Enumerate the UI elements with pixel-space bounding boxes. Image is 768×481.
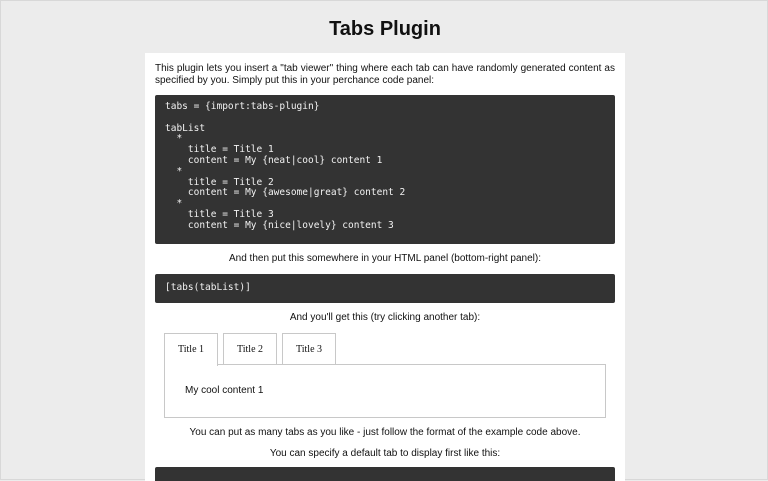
- tab-title-2[interactable]: Title 2: [223, 333, 277, 365]
- tab-content: My cool content 1: [185, 385, 264, 396]
- page-title: Tabs Plugin: [329, 18, 441, 40]
- tab-title-1[interactable]: Title 1: [164, 333, 218, 366]
- tab-viewer: [164, 333, 606, 418]
- many-tabs-note: You can put as many tabs as you like - just follow the format of the example code above.: [189, 427, 581, 438]
- html-panel-instruction: And then put this somewhere in your HTML panel (bottom-right panel):: [228, 253, 541, 264]
- code-block-import[interactable]: tabs = {import:tabs-plugin} tabList * title = Title 1 content = My {neat|cool} content 1 * title = Title 2 content = My {awesome|great} content 2 * title = Title 3 content = My {nice|lovely} content 3: [155, 95, 615, 244]
- result-instruction: And you'll get this (try clicking another tab):: [289, 312, 481, 323]
- tab-panel: [164, 364, 606, 418]
- code-block-default-tab[interactable]: [155, 467, 615, 481]
- default-tab-note: You can specify a default tab to display first like this:: [269, 448, 501, 459]
- code-block-html[interactable]: [tabs(tabList)]: [155, 274, 615, 303]
- content-card: [145, 53, 625, 481]
- intro-paragraph: This plugin lets you insert a "tab viewer" thing where each tab can have randomly generated content as specified by you. Simply put this in your perchance code panel:: [155, 63, 615, 86]
- tab-title-3[interactable]: Title 3: [282, 333, 336, 365]
